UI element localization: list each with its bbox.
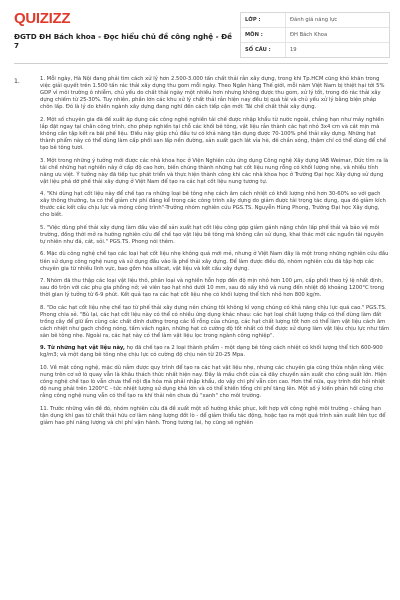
- passage-paragraph: 5. "Việc dùng phế thải xây dựng làm đầu vào để sản xuất hạt cốt liệu công góp giảm gánh nặng chôn lấp phế thải và bảo vệ môi trường, đồng thời mở ra hướng nghiên cứu để chế tạo vật liệu bê tông mà không cần sử dụng, khai thác mới các nguồn tài nguyên tự nhiên như đá, cát, sỏi." PGS.TS. Phong nói thêm.: [40, 224, 384, 246]
- info-key: LỚP :: [245, 17, 261, 23]
- passage-paragraph: 1. Mỗi ngày, Hà Nội đang phải tìm cách xử lý hơn 2.500-3.000 tấn chất thải rắn xây dựng, trong khi Tp.HCM cũng khó khăn trong việc giải quyết trên 1.500 tấn rác thải xây dựng thu gom mỗi ngày. Theo Ngân hàng Thế giới, mỗi năm Việt Nam bị thiệt hại tới 5% GDP vì môi trường ô nhiễm, chủ yếu do chất thải ngày một nhiều hơn nhưng không được thu gom, xử lý tốt, trong đó rác thải xây dựng chiếm từ 25-30%. Tuy nhiên, phần lớn các khu xử lý chất thải rắn hiện nay đều bị quá tải và chủ yếu xử lý bằng biện pháp chôn lấp. Đó là lý do khiến ngành xây dựng đang nghĩ đến cách tiếp cận mới: Tái chế chất thải xây dựng.: [40, 76, 385, 111]
- info-row-subject: [241, 28, 389, 43]
- info-key: MÔN :: [245, 32, 263, 38]
- info-value: Đánh giá năng lực: [285, 13, 389, 27]
- bold-lead: 9. Từ những hạt vật liệu này,: [40, 345, 125, 352]
- info-row-count: [241, 43, 389, 57]
- passage-paragraph: 2. Một số chuyên gia đã đề xuất áp dụng các công nghệ nghiền tái chế được nhập khẩu từ nước ngoài, chẳng hạn như máy nghiền lắp đặt ngay tại chân công trình, cho phép nghiền tại chỗ các khối bê tông, vật liệu rắn thành các hạt nhỏ 3x4 cm và cát mịn mà không cần tập kết ra bãi phế liệu. Điều này giúp chủ đầu tư có khả năng tận dụng được 70-100% phế thải xây dựng. Những hạt thành phẩm này có thể dùng làm cấp phối san lấp nền đường, sản xuất gạch lát vỉa hè, đê chắn sóng, thậm chí có thể dùng để chế tạo bê tông tươi.: [40, 116, 387, 152]
- passage-paragraph: 4. "Khi dùng hạt cốt liệu này để chế tạo ra những loại bê tông nhẹ cách âm cách nhiệt có khối lượng nhỏ hơn 30-60% so với gạch xây thông thường, ta có thể giảm chi phí đáng kể trong các công trình xây dựng do giảm được tải trọng tác dụng, qua đó giảm kích thước các kết cấu chịu lực và móng công trình"-Trưởng nhóm nghiên cứu PGS.TS. Nguyễn Hùng Phong, Trường Đại học Xây dựng, cho biết.: [40, 191, 386, 219]
- passage-paragraph: 6. Mặc dù công nghệ chế tạo các loại hạt cốt liệu nhẹ không quá mới mẻ, nhưng ở Việt Nam đây là một trong những nghiên cứu đầu tiên sử dụng công nghệ nung và sử dụng đầu vào là phế thải xây dựng. Để làm được điều đó, nhóm nghiên cứu đã tập hợp các chuyên gia từ nhiều lĩnh vực, bao gồm hóa silicat, vật liệu và kết cấu xây dựng.: [40, 251, 389, 272]
- passage-paragraph: 7. Nhóm đã thu thập các loại vật liệu thô, phân loại và nghiền hỗn hợp đến độ mịn nhỏ hơn 100 µm, cấp phối theo tỷ lệ nhất định, sau đó trộn với các phụ gia phồng nở; vê viên tạo hạt nhỏ dưới 10 mm, sau đó sấy khô và nung đến nhiệt độ khoảng 1200°C trong thời gian lý tưởng từ 6-9 phút. Kết quả tạo ra các hạt cốt liệu nhẹ có khối lượng thể tích nhỏ hơn 800 kg/m.: [40, 278, 385, 299]
- passage-paragraph: 3. Một trong những ý tưởng mới được các nhà khoa học ở Viện Nghiên cứu ứng dụng Công nghệ Xây dựng IAB Weimar, Đức tìm ra là tái chế những hạt nghiền này ở cấp độ cao hơn, biến chúng thành những hạt cốt liệu nung rỗng có khối lượng nhẹ, và nhiều tính năng ưu việt. Ý tưởng này đã tiếp tục phát triển và thực hiện thành công khi các nhà khoa học ở Trường Đại học Xây dựng sử dụng vật liệu phá dỡ phế thải xây dựng ở Việt Nam để tạo ra các hạt cốt liệu nung tương tự.: [40, 157, 389, 185]
- question-passage: [40, 76, 390, 432]
- question-number: 1.: [14, 78, 20, 85]
- passage-paragraph: 8. "Do các hạt cốt liệu nhẹ chế tạo từ phế thải xây dựng nên chúng tôi không kì vọng chúng có khả năng chịu lực quá cao." PGS.TS. Phong chia sẻ. "Bù lại, các hạt cốt liệu này có thể có nhiều ứng dụng khác nhau: các hạt loại chất lượng thấp có thể dùng làm đất trồng cây để giữ ẩm cùng các chất dinh dưỡng trong các lỗ rỗng của chúng, các hạt chất lượng tốt hơn có thể làm vật liệu cách âm cách nhiệt như gạch chống nóng, tấm vách ngăn, những hạt có cường độ tốt nhất có thể được sử dụng làm vật liệu chịu lực như tấm sàn bê tông nhẹ. Ngoài ra, các hạt này có thể làm vật liệu lọc trong ngành công nghiệp".: [40, 304, 390, 339]
- header-divider: [14, 63, 388, 64]
- passage-paragraph-bold-lead: 9. Từ những hạt vật liệu này, họ đã chế tạo ra 2 loại thành phẩm - một dạng bê tông cách nhiệt có khối lượng thể tích 600-900 kg/m3; và một dạng bê tông nhẹ chịu lực có cường độ chịu nén từ 20-25 Mpa.: [40, 345, 383, 359]
- info-key: SỐ CÂU :: [245, 47, 271, 53]
- info-value: ĐH Bách Khoa: [285, 28, 389, 42]
- info-table: [240, 12, 390, 58]
- info-value: 19: [285, 43, 389, 57]
- quizizz-logo: QUIZIZZ: [14, 10, 71, 27]
- passage-paragraph: 10. Về mặt công nghệ, mặc dù nắm được quy trình để tạo ra các hạt vật liệu nhẹ, nhưng các chuyên gia cũng thừa nhận rằng việc nung trên cơ sở lò quay vẫn là khâu thách thức nhất hiện nay. Đây là mấu chốt của cả dây chuyền sản xuất cho công suất lớn. Hiện công nghệ chế tạo lò vẫn chưa thể nội địa hóa mà phải nhập khẩu, do vậy chi phí vẫn còn cao. Hơn thế nữa, quy trình đòi hỏi nhiệt độ nung phải trên 1200°C - tức nhiệt lượng sử dụng khá lớn và có thể khiến tổng chi phí tăng lên. Một số ý kiến phản hồi cũng cho rằng công nghệ nung vẫn có thể tạo ra khí thải nên chưa đủ "xanh" cho môi trường.: [40, 364, 387, 400]
- info-row-class: [241, 13, 389, 28]
- passage-paragraph: 11. Trước những vấn đề đó, nhóm nghiên cứu đã đề xuất một số hướng khắc phục, kết hợp với công nghệ môi trường - chẳng hạn tận dụng khí gas từ chất thải hữu cơ làm năng lượng đốt lò - để giảm thiểu tác động, hoặc tạo ra một quá trình sản xuất liên tục để giảm hao phí năng lượng và chi phí vận hành. Trong tương lai, họ cũng sẽ nghiên: [40, 405, 386, 426]
- worksheet-title: ĐGTD ĐH Bách khoa - Đọc hiểu chủ đề công nghệ - Đề 7: [14, 32, 233, 50]
